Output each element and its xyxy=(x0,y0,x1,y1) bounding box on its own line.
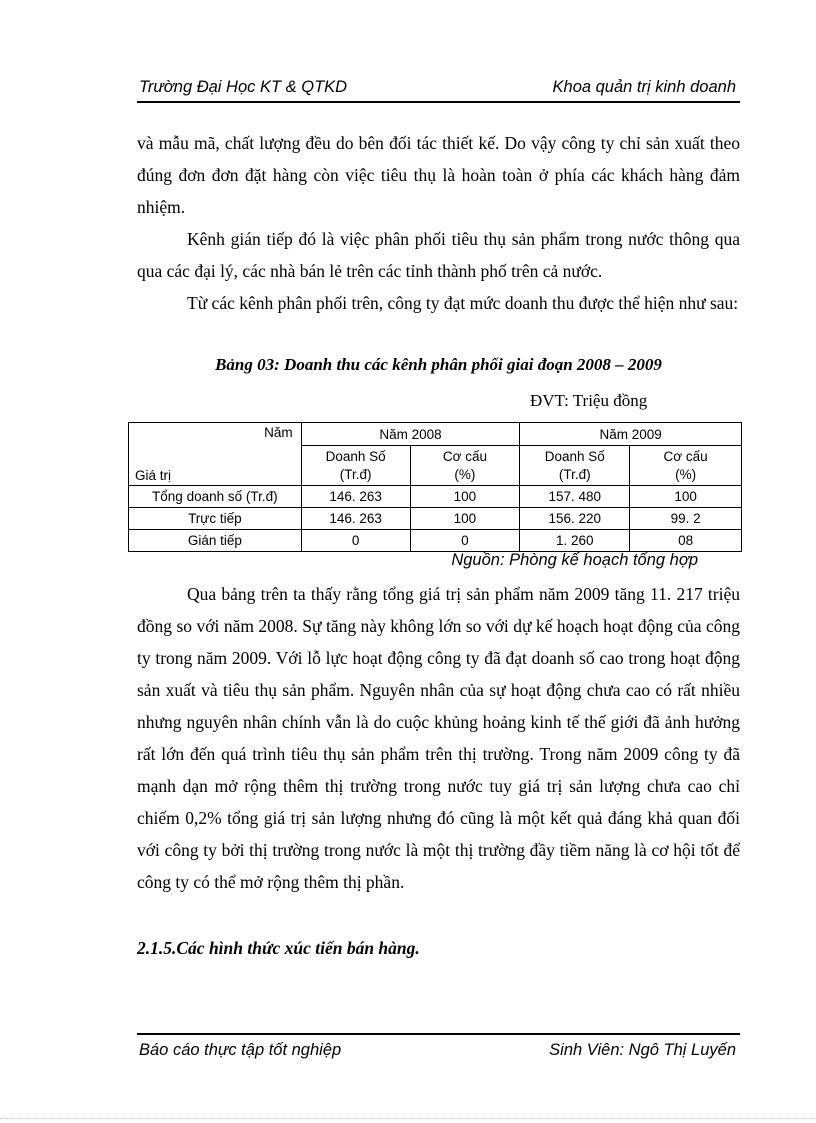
cell-share-2009: 99. 2 xyxy=(630,508,742,530)
subheader-share-2008 xyxy=(410,446,520,486)
subheader-share-2008-line1: Cơ cấu xyxy=(442,448,487,464)
table-corner-cell xyxy=(129,423,302,486)
cell-share-2008: 100 xyxy=(410,508,520,530)
table-unit: ĐVT: Triệu đồng xyxy=(530,391,648,410)
subheader-revenue-2008-line1: Doanh Số xyxy=(325,448,386,464)
header-school: Trường Đại Học KT & QTKD xyxy=(139,78,348,96)
table-source: Nguồn: Phòng kế hoạch tổng hợp xyxy=(451,551,698,569)
subheader-share-2009 xyxy=(630,446,742,486)
row-label: Tổng doanh số (Tr.đ) xyxy=(129,486,302,508)
cell-share-2008: 0 xyxy=(410,530,520,552)
cell-share-2008: 100 xyxy=(410,486,520,508)
page-header xyxy=(137,77,740,103)
cell-revenue-2009: 1. 260 xyxy=(520,530,630,552)
subheader-revenue-2008-line2: (Tr.đ) xyxy=(339,466,372,482)
footer-report-title: Báo cáo thực tập tốt nghiệp xyxy=(139,1041,342,1059)
cell-revenue-2008: 0 xyxy=(301,530,410,552)
revenue-table xyxy=(128,422,742,552)
cell-share-2009: 08 xyxy=(630,530,742,552)
subheader-share-2008-line2: (%) xyxy=(454,466,476,482)
table-row-direct xyxy=(129,508,742,530)
analysis-text xyxy=(137,578,740,898)
footer-student-name: Sinh Viên: Ngô Thị Luyến xyxy=(549,1041,736,1059)
cell-share-2009: 100 xyxy=(630,486,742,508)
row-label: Trực tiếp xyxy=(129,508,302,530)
table-caption: Bảng 03: Doanh thu các kênh phân phối giai đoạn 2008 – 2009 xyxy=(215,355,662,374)
subheader-revenue-2008 xyxy=(301,446,410,486)
paragraph-analysis: Qua bảng trên ta thấy rằng tổng giá trị sản phẩm năm 2009 tăng 11. 217 triệu đồng so với năm 2008. Sự tăng này không lớn so với dự kế hoạch hoạt động của công ty trong năm 2009. Với lỗ lực hoạt động công ty đã đạt doanh số cao trong hoạt động sản xuất và tiêu thụ sản phẩm. Nguyên nhân của sự hoạt động chưa cao có rất nhiều nhưng nguyên nhân chính vẫn là do cuộc khủng hoảng kinh tế thế giới đã ảnh hưởng rất lớn đến quá trình tiêu thụ sản phẩm trên thị trường. Trong năm 2009 công ty đã mạnh dạn mở rộng thêm thị trường trong nước tuy giá trị sản lượng chưa cao chỉ chiếm 0,2% tổng giá trị sản lượng nhưng đó cũng là một kết quả đáng khả quan đối với công ty bởi thị trường trong nước là một thị trường đầy tiềm năng là cơ hội tốt để công ty có thể mở rộng thêm thị phần. xyxy=(137,584,740,892)
subheader-share-2009-line1: Cơ cấu xyxy=(663,448,708,464)
paragraph-indirect-channel: Kênh gián tiếp đó là việc phân phối tiêu thụ sản phẩm trong nước thông qua qua các đại lý, các nhà bán lẻ trên các tỉnh thành phố trên cả nước. xyxy=(137,229,740,281)
year-header-2008: Năm 2008 xyxy=(301,423,520,446)
subheader-revenue-2009-line1: Doanh Số xyxy=(544,448,605,464)
table-row-indirect xyxy=(129,530,742,552)
corner-value-label: Giá trị xyxy=(135,468,172,483)
year-header-2009: Năm 2009 xyxy=(520,423,742,446)
paragraph-revenue-intro: Từ các kênh phân phối trên, công ty đạt mức doanh thu được thể hiện như sau: xyxy=(187,293,739,313)
subheader-share-2009-line2: (%) xyxy=(675,466,697,482)
paragraph-continuation: và mẫu mã, chất lượng đều do bên đối tác thiết kế. Do vậy công ty chỉ sản xuất theo đúng đơn đơn đặt hàng còn việc tiêu thụ là hoàn toàn ở phía các khách hàng đảm nhiệm. xyxy=(137,133,740,217)
table-row-total xyxy=(129,486,742,508)
row-label: Gián tiếp xyxy=(129,530,302,552)
header-faculty: Khoa quản trị kinh doanh xyxy=(552,78,736,96)
page-footer xyxy=(137,1033,740,1065)
page-edge-divider xyxy=(0,1118,816,1119)
intro-text xyxy=(137,127,740,319)
cell-revenue-2009: 156. 220 xyxy=(520,508,630,530)
cell-revenue-2009: 157. 480 xyxy=(520,486,630,508)
section-heading: 2.1.5.Các hình thức xúc tiến bán hàng. xyxy=(137,938,420,958)
cell-revenue-2008: 146. 263 xyxy=(301,508,410,530)
cell-revenue-2008: 146. 263 xyxy=(301,486,410,508)
subheader-revenue-2009-line2: (Tr.đ) xyxy=(558,466,591,482)
subheader-revenue-2009 xyxy=(520,446,630,486)
corner-year-label: Năm xyxy=(264,425,293,440)
